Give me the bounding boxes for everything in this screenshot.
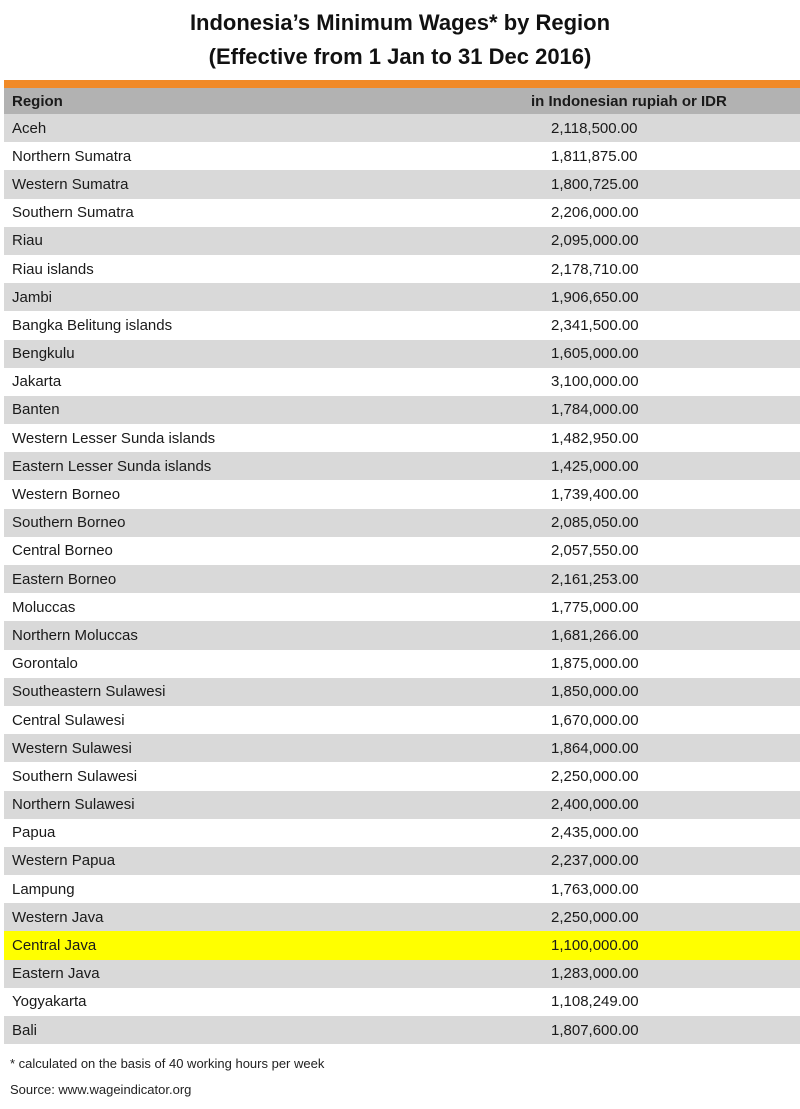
table-row	[4, 283, 800, 311]
header-region: Region	[12, 92, 63, 110]
region-cell: Southeastern Sulawesi	[12, 683, 166, 701]
table-row	[4, 368, 800, 396]
region-cell: Northern Moluccas	[12, 626, 138, 644]
wages-table	[4, 80, 800, 1044]
wage-cell: 2,341,500.00	[551, 316, 639, 334]
wage-cell: 1,100,000.00	[551, 937, 639, 955]
region-cell: Northern Sulawesi	[12, 796, 135, 814]
region-cell: Aceh	[12, 119, 47, 137]
region-cell: Southern Borneo	[12, 514, 126, 532]
table-row	[4, 593, 800, 621]
table-row	[4, 621, 800, 649]
region-cell: Southern Sumatra	[12, 204, 134, 222]
wage-cell: 2,206,000.00	[551, 204, 639, 222]
wage-cell: 1,864,000.00	[551, 739, 639, 757]
table-header	[4, 88, 800, 114]
table-row	[4, 960, 800, 988]
table-body	[4, 114, 800, 1044]
region-cell: Bangka Belitung islands	[12, 316, 173, 334]
region-cell: Eastern Java	[12, 965, 100, 983]
table-row	[4, 791, 800, 819]
table-row	[4, 227, 800, 255]
footnote: * calculated on the basis of 40 working hours per week	[10, 1056, 325, 1071]
region-cell: Northern Sumatra	[12, 147, 132, 165]
region-cell: Southern Sulawesi	[12, 767, 138, 785]
wage-cell: 1,807,600.00	[551, 1021, 639, 1039]
wage-cell: 1,108,249.00	[551, 993, 639, 1011]
region-cell: Central Borneo	[12, 542, 113, 560]
table-row	[4, 988, 800, 1016]
table-row	[4, 537, 800, 565]
region-cell: Bengkulu	[12, 345, 75, 363]
table-row	[4, 480, 800, 508]
table-row	[4, 819, 800, 847]
wage-cell: 2,095,000.00	[551, 232, 639, 250]
region-cell: Papua	[12, 824, 56, 842]
table-row	[4, 706, 800, 734]
table-row	[4, 734, 800, 762]
wage-cell: 3,100,000.00	[551, 373, 639, 391]
wage-cell: 1,681,266.00	[551, 626, 639, 644]
wage-cell: 2,250,000.00	[551, 767, 639, 785]
region-cell: Riau islands	[12, 260, 94, 278]
table-row	[4, 565, 800, 593]
table-row	[4, 424, 800, 452]
wage-cell: 1,775,000.00	[551, 598, 639, 616]
region-cell: Western Papua	[12, 852, 116, 870]
wage-cell: 2,250,000.00	[551, 908, 639, 926]
table-row	[4, 903, 800, 931]
region-cell: Moluccas	[12, 598, 76, 616]
page-subtitle: (Effective from 1 Jan to 31 Dec 2016)	[208, 44, 592, 69]
table-row	[4, 762, 800, 790]
table-row	[4, 509, 800, 537]
wage-cell: 2,237,000.00	[551, 852, 639, 870]
table-row	[4, 199, 800, 227]
page-title: Indonesia’s Minimum Wages* by Region	[189, 10, 611, 35]
region-cell: Western Sumatra	[12, 175, 129, 193]
wage-cell: 2,400,000.00	[551, 796, 639, 814]
region-cell: Lampung	[12, 880, 75, 898]
wage-cell: 1,763,000.00	[551, 880, 639, 898]
table-row	[4, 396, 800, 424]
table-row	[4, 114, 800, 142]
table-row	[4, 678, 800, 706]
wage-cell: 2,085,050.00	[551, 514, 639, 532]
wage-cell: 1,811,875.00	[551, 147, 638, 165]
wage-cell: 1,605,000.00	[551, 345, 639, 363]
region-cell: Riau	[12, 232, 43, 250]
table-row	[4, 311, 800, 339]
region-cell: Jakarta	[12, 373, 62, 391]
wage-cell: 2,161,253.00	[551, 570, 639, 588]
table-row	[4, 650, 800, 678]
table-row	[4, 1016, 800, 1044]
region-cell: Central Java	[12, 937, 97, 955]
region-cell: Western Sulawesi	[12, 739, 132, 757]
wage-cell: 1,670,000.00	[551, 711, 639, 729]
wage-cell: 1,850,000.00	[551, 683, 639, 701]
wage-cell: 2,118,500.00	[551, 119, 638, 137]
region-cell: Western Borneo	[12, 486, 121, 504]
region-cell: Banten	[12, 401, 60, 419]
wage-cell: 1,482,950.00	[551, 429, 639, 447]
accent-bar	[4, 80, 800, 88]
wage-cell: 1,425,000.00	[551, 457, 639, 475]
region-cell: Eastern Borneo	[12, 570, 117, 588]
wage-cell: 2,057,550.00	[551, 542, 639, 560]
region-cell: Western Lesser Sunda islands	[12, 429, 216, 447]
table-row	[4, 170, 800, 198]
table-row	[4, 847, 800, 875]
wage-cell: 2,178,710.00	[551, 260, 639, 278]
region-cell: Central Sulawesi	[12, 711, 125, 729]
source-note: Source: www.wageindicator.org	[10, 1082, 192, 1097]
table-row	[4, 875, 800, 903]
wage-cell: 1,875,000.00	[551, 655, 639, 673]
wage-cell: 2,435,000.00	[551, 824, 639, 842]
wage-cell: 1,784,000.00	[551, 401, 639, 419]
table-row	[4, 452, 800, 480]
region-cell: Gorontalo	[12, 655, 78, 673]
region-cell: Eastern Lesser Sunda islands	[12, 457, 212, 475]
table-row	[4, 931, 800, 959]
wage-cell: 1,800,725.00	[551, 175, 639, 193]
header-value: in Indonesian rupiah or IDR	[531, 92, 727, 110]
region-cell: Jambi	[12, 288, 53, 306]
table-row	[4, 255, 800, 283]
wage-cell: 1,283,000.00	[551, 965, 639, 983]
region-cell: Western Java	[12, 908, 104, 926]
table-row	[4, 340, 800, 368]
region-cell: Yogyakarta	[12, 993, 87, 1011]
region-cell: Bali	[12, 1021, 38, 1039]
table-row	[4, 142, 800, 170]
wage-cell: 1,739,400.00	[551, 486, 639, 504]
wage-cell: 1,906,650.00	[551, 288, 639, 306]
